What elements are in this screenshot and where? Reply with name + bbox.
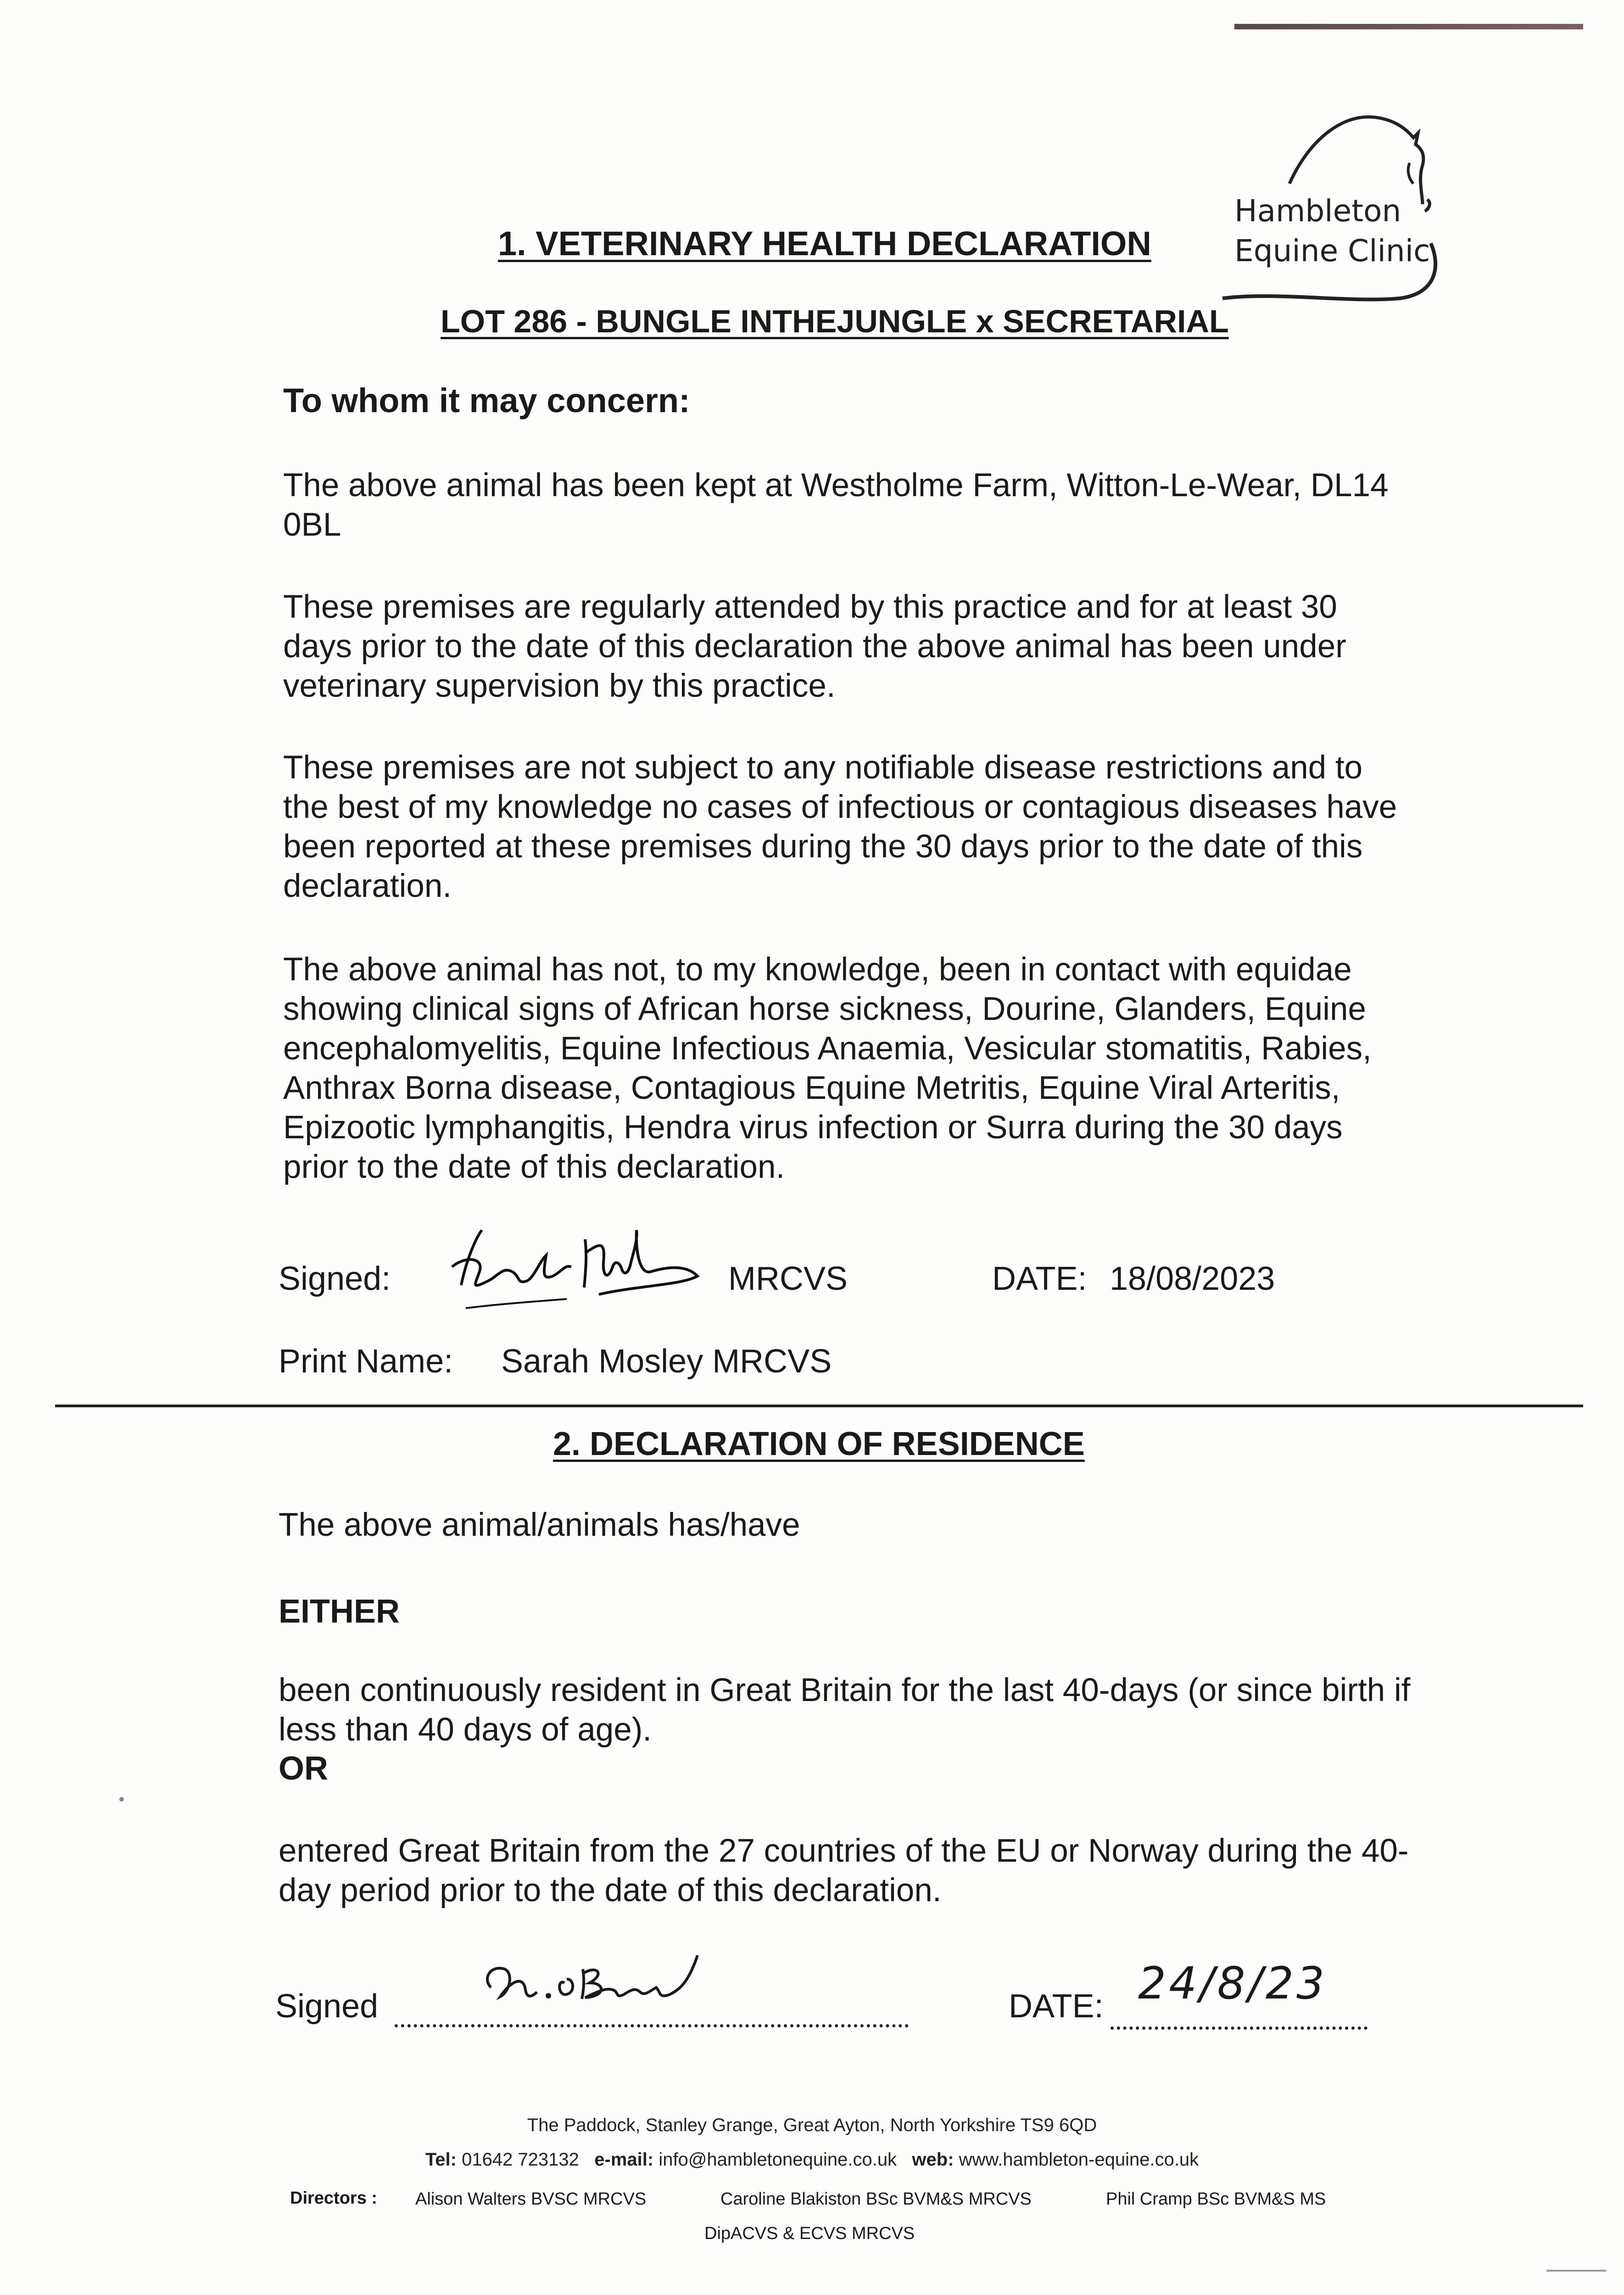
premises-address-paragraph: The above animal has been kept at Westholme Farm, Witton-Le-Wear, DL14 0BL (283, 467, 1389, 543)
date2-label: DATE: (1009, 1988, 1104, 2025)
restrictions-paragraph: These premises are not subject to any notifiable disease restrictions and to the best of my knowledge no cases of infectious or contagious diseases have been reported at these premises during the 30 days prior to the date of this declaration. (283, 750, 1397, 904)
supervision-paragraph: These premises are regularly attended by this practice and for at least 30 days prior to the date of this declaration the above animal has been under veterinary supervision by this practice. (283, 589, 1346, 704)
date-value: 18/08/2023 (1110, 1260, 1275, 1297)
top-edge-line (1234, 24, 1583, 29)
logo-line-1: Hambleton (1234, 193, 1401, 229)
entry-option-paragraph: entered Great Britain from the 27 countries of the EU or Norway during the 40-day period prior to the date of this declaration. (279, 1833, 1409, 1909)
scan-edge-mark (1546, 2270, 1606, 2272)
footer-address: The Paddock, Stanley Grange, Great Ayton, North Yorkshire TS9 6QD (527, 2115, 1097, 2135)
print-name-label: Print Name: (279, 1343, 453, 1380)
residence-intro: The above animal/animals has/have (279, 1507, 800, 1543)
greeting: To whom it may concern: (283, 381, 690, 420)
section2-title: 2. DECLARATION OF RESIDENCE (553, 1426, 1085, 1462)
email-link[interactable]: info@hambletonequine.co.uk (659, 2149, 897, 2170)
tel-label: Tel: (425, 2149, 457, 2170)
signature-suffix: MRCVS (728, 1260, 848, 1297)
footer-contact-line (0, 2149, 1624, 2170)
logo-line-2: Equine Clinic (1234, 233, 1430, 269)
director-3: Phil Cramp BSc BVM&S MS (1106, 2189, 1326, 2209)
tel-number: 01642 723132 (462, 2149, 579, 2170)
disease-contact-paragraph: The above animal has not, to my knowledge, been in contact with equidae showing clinical signs of African horse sickness, Dourine, Glanders, Equine encephalomyelitis, Equine Infectious Anaemia, Vesicular stomatitis, Rabies, Anthrax Borna disease, Contagious Equine Metritis, Equine Viral Arteritis, Epizootic lymphangitis, Hendra virus infection or Surra during the 30 days prior to the date of this declaration. (283, 952, 1372, 1185)
owner-signature (473, 1946, 757, 2015)
director-2: Caroline Blakiston BSc BVM&S MRCVS (720, 2189, 1032, 2209)
web-link[interactable]: www.hambleton-equine.co.uk (959, 2149, 1199, 2170)
section-divider (55, 1405, 1583, 1407)
date-label: DATE: (992, 1260, 1087, 1297)
either-label: EITHER (279, 1593, 400, 1630)
signed-label: Signed: (279, 1260, 391, 1297)
handwritten-date: 24/8/23 (1138, 1958, 1328, 2009)
print-name-value: Sarah Mosley MRCVS (501, 1343, 832, 1380)
or-label: OR (279, 1750, 328, 1787)
email-label: e-mail: (594, 2149, 654, 2170)
resident-option-paragraph: been continuously resident in Great Britain for the last 40-days (or since birth if less than 40 days of age). (279, 1672, 1411, 1748)
directors-label: Directors : (290, 2189, 378, 2208)
web-label: web: (912, 2149, 954, 2170)
director-1: Alison Walters BVSC MRCVS (415, 2189, 647, 2209)
vet-signature (447, 1212, 704, 1317)
lot-title: LOT 286 - BUNGLE INTHEJUNGLE x SECRETARIAL (441, 303, 1229, 339)
director-3-cont: DipACVS & ECVS MRCVS (704, 2224, 915, 2243)
scan-speck (119, 1797, 124, 1802)
signed2-label: Signed (275, 1988, 379, 2025)
section1-title: 1. VETERINARY HEALTH DECLARATION (498, 224, 1151, 263)
clinic-logo (1221, 106, 1478, 308)
